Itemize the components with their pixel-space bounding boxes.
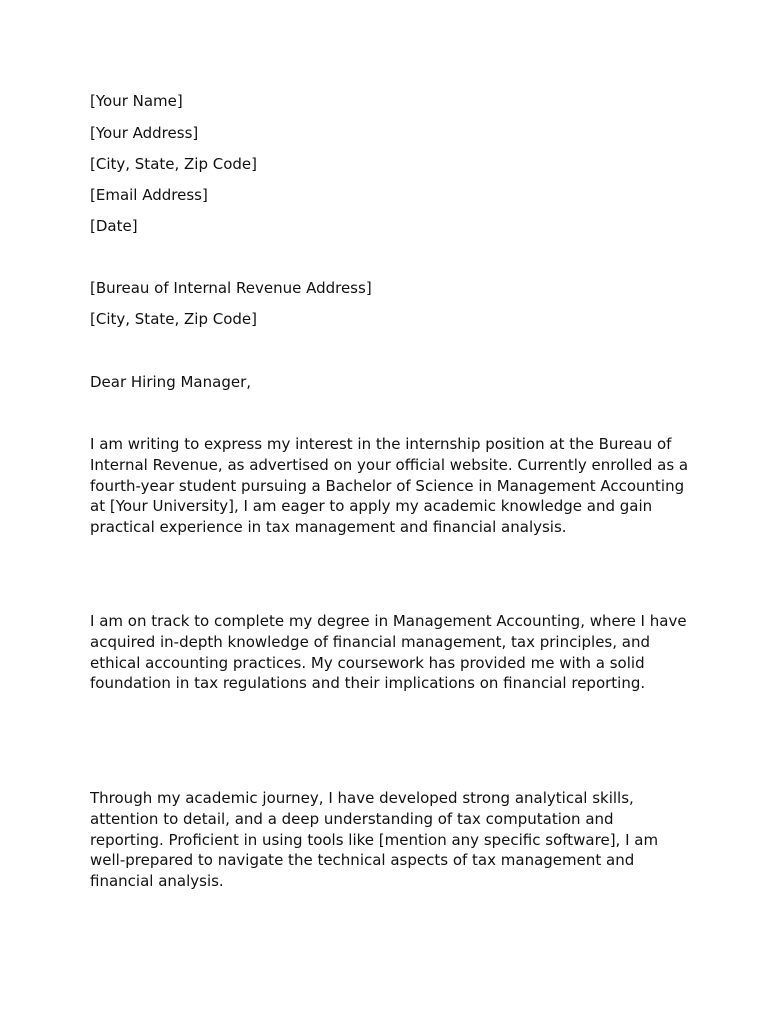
salutation: Dear Hiring Manager, xyxy=(90,373,252,391)
recipient-city-state-zip: [City, State, Zip Code] xyxy=(90,310,258,328)
sender-city-state-zip: [City, State, Zip Code] xyxy=(90,155,258,173)
body-paragraph-1: I am writing to express my interest in the internship position at the Bureau of Internal Revenue, as advertised on your official website. Currently enrolled as a fourth-year student pursuing a Bachelor of Science in Management Accounting at [Your University], I am eager to apply my academic knowledge and gain practical experience in tax management and financial analysis. xyxy=(90,435,689,537)
letter-date: [Date] xyxy=(90,217,138,235)
sender-email: [Email Address] xyxy=(90,186,208,204)
sender-address: [Your Address] xyxy=(90,124,199,142)
recipient-address: [Bureau of Internal Revenue Address] xyxy=(90,279,372,297)
sender-name: [Your Name] xyxy=(90,92,183,110)
body-paragraph-3: Through my academic journey, I have developed strong analytical skills, attention to detail, and a deep understanding of tax computation and reporting. Proficient in using tools like [mention any specific software], I am well-prepared to navigate the technical aspects of tax management and financial analysis. xyxy=(90,789,659,891)
body-paragraph-2: I am on track to complete my degree in Management Accounting, where I have acquired in-depth knowledge of financial management, tax principles, and ethical accounting practices. My coursework has provided me with a solid foundation in tax regulations and their implications on financial reporting. xyxy=(90,612,687,693)
